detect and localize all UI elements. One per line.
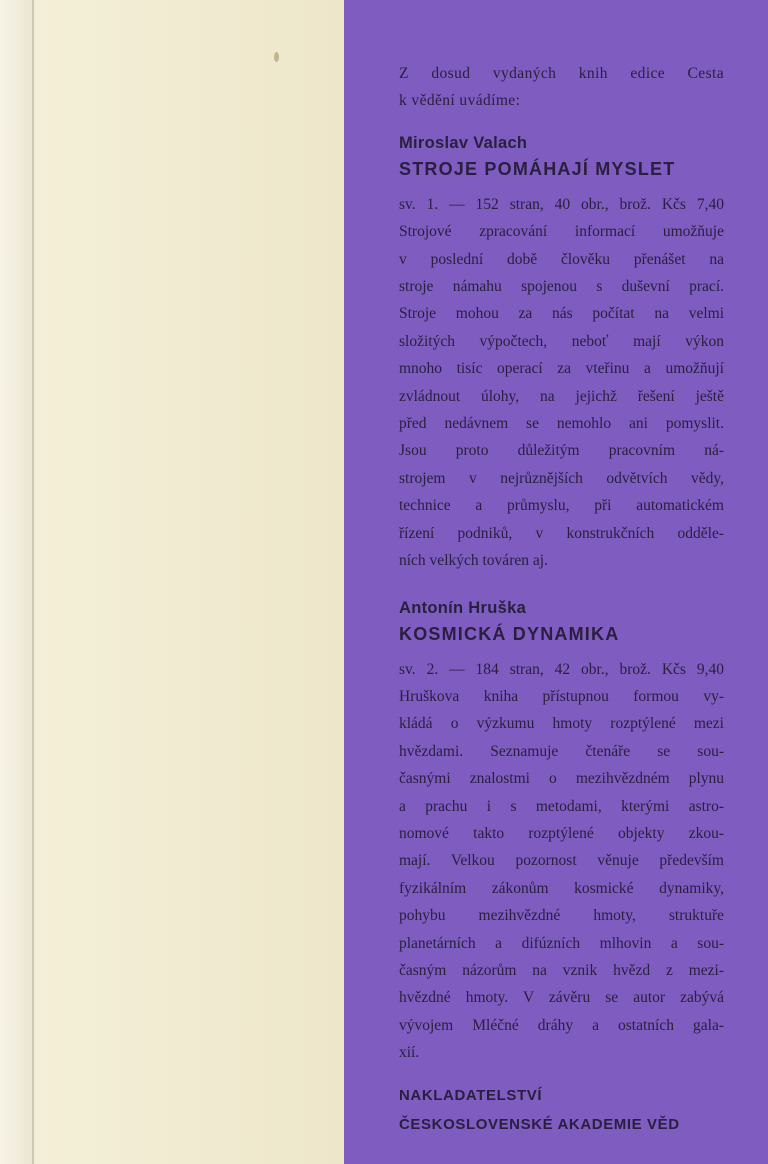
book-author: Antonín Hruška bbox=[399, 598, 527, 617]
desc-line: a prachu i s metodami, kterými astro- bbox=[399, 797, 724, 815]
desc-line: časnými znalostmi o mezihvězdném plynu bbox=[399, 770, 724, 788]
desc-line: fyzikálním zákonům kosmické dynamiky, bbox=[399, 879, 724, 897]
intro-line-2: k vědění uvádíme: bbox=[399, 92, 521, 110]
desc-line: před nedávnem se nemohlo ani pomyslit. bbox=[399, 415, 724, 433]
inner-page bbox=[34, 0, 344, 1164]
desc-line: hvězdami. Seznamuje čtenáře se sou- bbox=[399, 742, 724, 760]
desc-line: stroje námahu spojenou s duševní prací. bbox=[399, 278, 724, 296]
publisher bbox=[399, 1081, 724, 1139]
book-author: Miroslav Valach bbox=[399, 133, 528, 152]
desc-line: mají. Velkou pozornost věnuje především bbox=[399, 852, 724, 870]
book-title: STROJE POMÁHAJÍ MYSLET bbox=[399, 158, 676, 179]
desc-line: planetárních a difúzních mlhovin a sou- bbox=[399, 934, 724, 952]
book-entry-1 bbox=[399, 130, 724, 575]
desc-line: hvězdné hmoty. V závěru se autor zabývá bbox=[399, 989, 724, 1007]
desc-line: Hruškova kniha přístupnou formou vy- bbox=[399, 687, 724, 705]
desc-line: nomové takto rozptýlené objekty zkou- bbox=[399, 824, 724, 842]
desc-line: Stroje mohou za nás počítat na velmi bbox=[399, 305, 724, 323]
desc-line: technice a průmyslu, při automatickém bbox=[399, 497, 724, 515]
back-cover bbox=[344, 0, 768, 1164]
book-meta: sv. 1. — 152 stran, 40 obr., brož. Kčs 7,40 bbox=[399, 195, 724, 213]
desc-line: řízení podniků, v konstrukčních odděle- bbox=[399, 524, 724, 542]
book-description bbox=[399, 218, 724, 574]
publisher-line-2: ČESKOSLOVENSKÉ AKADEMIE VĚD bbox=[399, 1115, 680, 1133]
desc-line: strojem v nejrůznějších odvětvích vědy, bbox=[399, 469, 724, 487]
desc-line: xií. bbox=[399, 1044, 420, 1062]
desc-line: Strojové zpracování informací umožňuje bbox=[399, 223, 724, 241]
book-description bbox=[399, 683, 724, 1067]
book-title: KOSMICKÁ DYNAMIKA bbox=[399, 623, 620, 644]
desc-line: Jsou proto důležitým pracovním ná- bbox=[399, 442, 724, 460]
book-meta: sv. 2. — 184 stran, 42 obr., brož. Kčs 9,40 bbox=[399, 660, 724, 678]
paper-blemish bbox=[274, 52, 279, 62]
flyleaf-edge bbox=[0, 0, 32, 1164]
desc-line: kládá o výzkumu hmoty rozptýlené mezi bbox=[399, 715, 724, 733]
desc-line: časným názorům na vznik hvězd z mezi- bbox=[399, 961, 724, 979]
desc-line: v poslední době člověku přenášet na bbox=[399, 250, 724, 268]
publisher-line-1: NAKLADATELSTVÍ bbox=[399, 1086, 543, 1104]
desc-line: pohybu mezihvězdné hmoty, struktuře bbox=[399, 907, 724, 925]
desc-line: vývojem Mléčné dráhy a ostatních gala- bbox=[399, 1016, 724, 1034]
desc-line: zvládnout úlohy, na jejichž řešení ještě bbox=[399, 387, 724, 405]
cover-text bbox=[399, 60, 724, 1139]
desc-line: ních velkých továren aj. bbox=[399, 552, 548, 570]
desc-line: mnoho tisíc operací za vteřinu a umožňují bbox=[399, 360, 724, 378]
intro-text bbox=[399, 60, 724, 115]
intro-line-1: Z dosud vydaných knih edice Cesta bbox=[399, 65, 724, 82]
desc-line: složitých výpočtech, neboť mají výkon bbox=[399, 332, 724, 350]
book-entry-2 bbox=[399, 595, 724, 1067]
